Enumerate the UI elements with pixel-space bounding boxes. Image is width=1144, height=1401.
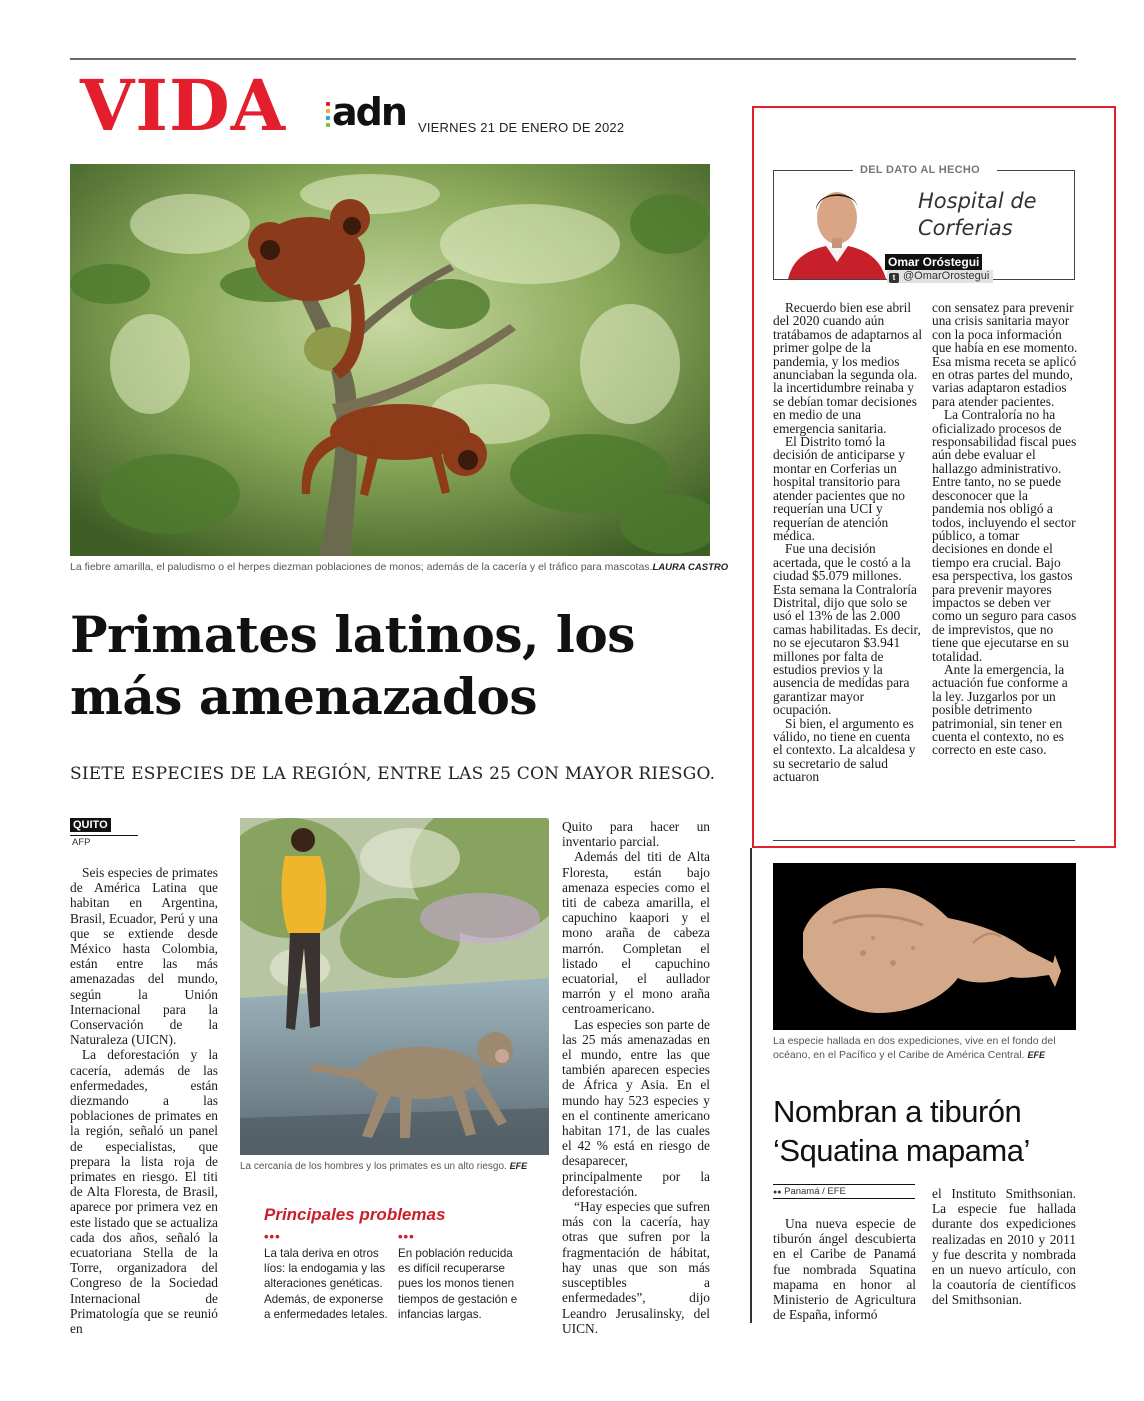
column-divider [750,848,752,1323]
top-rule [70,58,1076,60]
shark-photo-caption: La especie hallada en dos expediciones, vive en el fondo del océano, en el Pacífico y el Caribe de América Central. EFE [773,1035,1056,1061]
paragraph: El Distrito tomó la decisión de anticiparse y montar en Corferias un hospital transitorio para atender pacientes que no requerían una UCI y requerían de atención médica. [773,434,905,543]
brand-name: adn [332,90,406,134]
paragraph: La deforestación y la cacería, además de las enfermedades, están diezmando a las poblaciones de primates en la región, señaló un panel de especialistas, que prepara la lista roja de primates en riesgo. El titi de Alta Floresta, de Brasil, aparece por primera vez en este listado que se actualiza cada dos años, señaló la ecuatoriana Stella de la Torre, organizadora del Congreso de la Sociedad Internacional de Primatología que se reunió en [70,1047,218,1337]
paragraph: Si bien, el argumento es válido, no tiene en cuenta el contexto. La alcaldesa y su secretario de salud actuaron [773,715,916,785]
opinion-bottom-rule [773,840,1075,841]
twitter-icon: t [889,273,899,283]
brand-dots [326,102,331,130]
shark-column-1 [773,1216,916,1322]
opinion-title: Hospital de Corferias [918,189,1037,240]
opinion-column-1 [773,301,923,784]
paragraph: el Instituto Smithsonian. La especie fue hallada durante dos expediciones realizadas en 2010 y 2011 y fue descrita y nombrada en un nuevo artículo, con la coautoría de científicos del Smithsonian. [932,1186,1076,1308]
problems-box-title: Principales problemas [264,1205,446,1224]
photo2-credit: EFE [509,1161,528,1171]
shark-headline: Nombran a tiburón ‘Squatina mapama’ [773,1094,1030,1168]
main-headline: Primates latinos, los más amenazados [70,605,635,726]
author-name: Omar Oróstegui [885,254,982,270]
shark-photo-credit: EFE [1027,1050,1045,1060]
paragraph: Seis especies de primates de América Latina que habitan en Argentina, Brasil, Ecuador, Perú y una que se extiende desde México hasta Colombia, están entre las más amenazadas del mundo, según la Unión Internacional para la Conservación de la Naturaleza (UICN). [70,865,218,1048]
bullet-dots: ••• [264,1229,281,1244]
shark-byline: ●● Panamá / EFE [773,1186,846,1197]
main-column-3 [562,819,710,1336]
paragraph: Fue una decisión acertada, que le costó a la ciudad $5.079 millones. Esta semana la Contraloría Distrital, dijo que solo se usó el 13% de las 2.000 camas habilitadas. Es decir, no se ejecutaron $3.941 millones por falta de estudios previos y la ausencia de medidas para garantizar mayor ocupación. [773,541,921,718]
main-photo-caption: La fiebre amarilla, el paludismo o el herpes diezman poblaciones de monos; además de la cacería y el tráfico para mascotas.LAURA CASTRO [70,561,729,573]
dateline: QUITO [70,818,111,832]
paragraph: Quito para hacer un inventario parcial. [562,819,710,850]
edition-date: VIERNES 21 DE ENERO DE 2022 [418,120,625,135]
paragraph: “Hay especies que sufren más con la cacería, hay otras que sufren por la fragmentación de hábitat, hay unas que son más susceptibles a enfermedades”, dijo Leandro Jerusalinsky, del UICN. [562,1199,710,1336]
bullet-dots: ••• [398,1229,415,1244]
monkeys-photo [70,164,710,556]
agency: AFP [72,837,91,848]
problem-item-2: ••• En población reducida es difícil recuperarse pues los monos tienen tiempos de gestación e infancias largas. [398,1232,524,1322]
author-portrait [788,178,886,279]
author-handle[interactable]: t @OmarOrostegui [887,270,993,283]
paragraph: Recuerdo bien ese abril del 2020 cuando aún tratábamos de adaptarnos al primer golpe de la pandemia, y los medios anunciaban la segunda ola. la incertidumbre reinaba y se debían tomar decisiones en medio de una emergencia sanitaria. [773,300,923,436]
opinion-column-2 [932,301,1078,757]
paragraph: La Contraloría no ha oficializado procesos de responsabilidad fiscal pues aún debe evaluar el hallazgo administrativo. Entre tanto, no se puede desconocer que la pandemia nos obligó a todos, incluyendo el sector público, a tomar decisiones en donde el tiempo era crucial. Bajo esa perspectiva, los gastos para prevenir mayores impactos se deben ver como un seguro para casos de imprevistos, que no tiene que ejecutarse en su totalidad. [932,407,1077,664]
section-title: VIDA [80,64,287,147]
shark-column-2 [932,1186,1076,1308]
photo2-caption: La cercanía de los hombres y los primates es un alto riesgo. EFE [240,1161,528,1172]
problem-item-1: ••• La tala deriva en otros líos: la endogamia y las alteraciones genéticas. Además, de exponerse a enfermedades letales. [264,1229,388,1321]
paragraph: con sensatez para prevenir una crisis sanitaria mayor con la poca información que había en ese momento. Esa misma receta se aplicó en otras partes del mundo, varias adaptaron estadios para atender pacientes. [932,300,1078,409]
main-column-1 [70,865,218,1336]
opinion-kicker: DEL DATO AL HECHO [860,164,980,176]
paragraph: Ante la emergencia, la actuación fue conforme a la ley. Juzgarlos por un posible detrimento patrimonial, sin tener en cuenta el contexto, no es correcto en este caso. [932,661,1068,758]
shark-photo [773,863,1076,1030]
paragraph: Además del titi de Alta Floresta, están bajo amenaza especies como el titi de cabeza amarilla, el capuchino kaapori y el mono araña de cabeza marrón. Completan el listado el capuchino ecuatorial, el aullador marrón y el mono araña centroamericano. [562,849,710,1017]
paragraph: Una nueva especie de tiburón ángel descubierta en el Caribe de Panamá fue nombrada Squatina mapama en honor al Ministerio de Agricultura de España, informó [773,1216,916,1323]
main-subhead: SIETE ESPECIES DE LA REGIÓN, ENTRE LAS 25 CON MAYOR RIESGO. [70,764,716,784]
dateline-rule [70,835,138,836]
paragraph: Las especies son parte de las 25 más amenazadas en el mundo, entre las que también aparecen especies de África y Asia. En el mundo hay 523 especies y en el continente americano habitan 171, de las cuales el 42 % está en riesgo de desaparecer, principalmente por la deforestación. [562,1016,710,1199]
brand-logo [326,90,408,136]
macaque-photo [240,818,549,1155]
main-photo-credit: LAURA CASTRO [652,562,729,573]
